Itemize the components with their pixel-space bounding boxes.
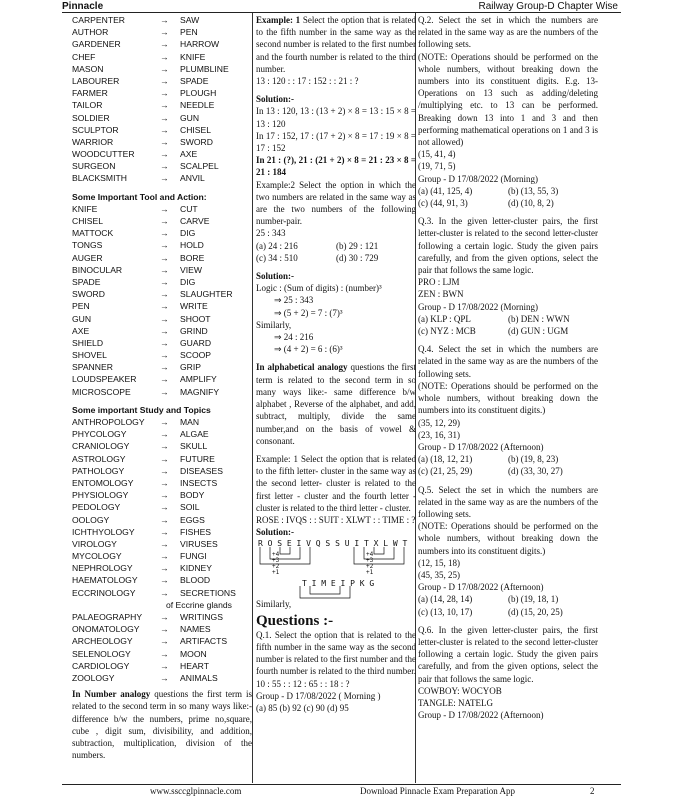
website-url[interactable]: www.ssccglpinnacle.com xyxy=(150,786,242,796)
tool-action-row xyxy=(72,264,252,276)
solution-2-line-4: ⇒ (4 + 2) = 6 : (6)³ xyxy=(274,344,343,355)
study-topic-term: ANTHROPOLOGY xyxy=(72,417,145,427)
tool-action-relation: CARVE xyxy=(180,216,210,226)
question-3-options-row-1: (a) KLP : QPL (b) DEN : WWN xyxy=(418,313,570,324)
arrow-icon: → xyxy=(160,337,169,348)
worker-tool-term: GARDENER xyxy=(72,39,121,50)
tool-action-term: GUN xyxy=(72,313,92,324)
study-topic-relation: FISHES xyxy=(180,526,212,537)
worker-tool-row xyxy=(72,160,252,172)
worker-tool-term: CARPENTER xyxy=(72,15,126,25)
study-topic-relation: DISEASES xyxy=(180,465,223,476)
worker-tool-row xyxy=(72,75,252,87)
study-topic-row xyxy=(72,501,252,513)
diagram-ops-1: +4 +3 +2 +1 xyxy=(272,551,280,577)
solution-2-logic: Logic : (Sum of digits) : (number)³ xyxy=(256,283,382,294)
question-4-options-row-1: (a) (18, 12, 21) (b) (19, 8, 23) xyxy=(418,454,559,465)
question-2-options-row-1: (a) (41, 125, 4) (b) (13, 55, 3) xyxy=(418,185,559,196)
tool-action-term: SPANNER xyxy=(72,362,113,373)
tool-action-relation: HOLD xyxy=(180,240,204,251)
study-topic-relation: KIDNEY xyxy=(180,563,212,574)
arrow-icon: → xyxy=(160,477,169,488)
arrow-icon: → xyxy=(160,27,169,38)
study-topic-relation: HEART xyxy=(180,660,209,671)
tool-action-row xyxy=(72,227,252,239)
worker-tool-term: AUTHOR xyxy=(72,27,109,38)
question-3-group: Group - D 17/08/2022 (Morning) xyxy=(418,301,538,312)
question-5-set-2: (45, 35, 25) xyxy=(418,569,460,580)
study-topic-row xyxy=(72,428,252,440)
arrow-icon: → xyxy=(160,612,169,622)
study-topic-row xyxy=(72,635,252,647)
diagram-brackets-1 xyxy=(256,546,416,576)
worker-tool-row xyxy=(72,87,252,99)
arrow-icon: → xyxy=(160,264,169,275)
tool-action-row xyxy=(72,337,252,349)
study-topic-relation: FUTURE xyxy=(180,453,215,464)
question-4-note: (NOTE: Operations should be performed on the whole numbers, without breaking down the numbers into its constituent digits.) xyxy=(418,380,598,416)
example-1-expression: 13 : 120 : : 17 : 152 : : 21 : ? xyxy=(256,76,359,87)
tool-action-row xyxy=(72,288,252,300)
arrow-icon: → xyxy=(160,276,169,287)
tool-action-row xyxy=(72,252,252,264)
arrow-icon: → xyxy=(160,417,169,427)
worker-tool-relation: AXE xyxy=(180,149,198,160)
arrow-icon: → xyxy=(160,100,169,111)
arrow-icon: → xyxy=(160,136,169,147)
worker-tool-relation: NEEDLE xyxy=(180,100,215,111)
tool-action-row xyxy=(72,349,252,361)
study-topic-row xyxy=(72,514,252,526)
question-2-set-2: (19, 71, 5) xyxy=(418,161,456,172)
tool-action-relation: GUARD xyxy=(180,337,212,348)
tool-action-relation: MAGNIFY xyxy=(180,386,220,397)
tool-action-row xyxy=(72,313,252,325)
study-topic-row xyxy=(72,465,252,477)
arrow-icon: → xyxy=(160,575,169,586)
letter-shift-diagram xyxy=(256,538,416,598)
column-divider-1 xyxy=(252,13,253,783)
example-3-text: Example: 1 Select the option that is related to the fifth letter- cluster in the same way as the second letter- cluster is related to the first letter - cluster and the fourth letter - cluster is related to the third letter - cluster. xyxy=(256,453,416,513)
worker-tool-row xyxy=(72,38,252,50)
worker-tool-row xyxy=(72,99,252,111)
study-topic-row xyxy=(72,453,252,465)
tool-action-relation: BORE xyxy=(180,252,205,263)
column-questions xyxy=(418,14,598,721)
arrow-icon: → xyxy=(160,88,169,99)
worker-tool-relation: ANVIL xyxy=(180,173,205,184)
study-topic-row xyxy=(72,574,252,586)
tool-action-term: PEN xyxy=(72,301,90,312)
question-4-group: Group - D 17/08/2022 (Afternoon) xyxy=(418,441,544,452)
arrow-icon: → xyxy=(160,228,169,239)
study-topic-row xyxy=(72,526,252,538)
study-topic-row xyxy=(72,550,252,562)
worker-tool-row xyxy=(72,124,252,136)
arrow-icon: → xyxy=(160,289,169,300)
study-topic-row xyxy=(72,587,252,599)
study-topic-term: PALAEOGRAPHY xyxy=(72,612,143,622)
study-topic-row xyxy=(72,672,252,684)
worker-tool-relation: HARROW xyxy=(180,39,220,50)
tool-action-term: SPADE xyxy=(72,276,101,287)
study-topic-row xyxy=(72,611,252,623)
solution-1-label: Solution:- xyxy=(256,94,295,105)
example-1-text: Example: 1 Select the option that is related to the fifth number in the same way as the second number is related to the first number and the fourth number is related to the third number. xyxy=(256,15,417,74)
tool-action-term: SHOVEL xyxy=(72,350,107,361)
tool-action-relation: WRITE xyxy=(180,301,208,312)
study-topic-term: ENTOMOLOGY xyxy=(72,477,134,488)
arrow-icon: → xyxy=(160,149,169,160)
study-topic-relation: ANIMALS xyxy=(180,672,218,683)
study-topic-term: ZOOLOGY xyxy=(72,672,115,683)
arrow-icon: → xyxy=(160,465,169,476)
solution-1-line-3: In 21 : (?), 21 : (21 + 2) × 8 = 21 : 23 × 8 = 21 : 184 xyxy=(256,155,416,178)
example-2-text: Example:2 Select the option in which the two numbers are related in the same way as are the two numbers of the following number-pair. xyxy=(256,179,416,227)
study-topic-relation: NAMES xyxy=(180,624,211,635)
tool-action-term: AXE xyxy=(72,325,90,336)
study-topic-term: PHYSIOLOGY xyxy=(72,490,129,501)
solution-2-line-1: ⇒ 25 : 343 xyxy=(274,295,314,306)
question-2-note: (NOTE: Operations should be performed on the whole numbers, without breaking down the numbers into its constituent digits. E.g. 13-Operations on 13 such as adding/deleting /multiplying etc. to 13 can be performed. Breaking down 13 into 1 and 3 and then performing mathematical operations on 1 and 3 is not allowed) xyxy=(418,51,598,148)
question-4-set-2: (23, 16, 31) xyxy=(418,429,460,440)
tool-action-term: TONGS xyxy=(72,240,103,251)
study-topic-term: CARDIOLOGY xyxy=(72,660,130,671)
worker-tool-relation: PEN xyxy=(180,27,198,38)
worker-tool-relation: GUN xyxy=(180,112,200,123)
arrow-icon: → xyxy=(160,161,169,172)
tool-action-row xyxy=(72,203,252,215)
arrow-icon: → xyxy=(160,75,169,86)
arrow-icon: → xyxy=(160,39,169,50)
tool-action-term: KNIFE xyxy=(72,203,98,214)
publisher-name: Pinnacle xyxy=(62,1,104,12)
question-3-options-row-2: (c) NYZ : MCB (d) GUN : UGM xyxy=(418,326,569,337)
worker-tool-relation: SAW xyxy=(180,15,200,25)
question-3-text: Q.3. In the given letter-cluster pairs, the first letter-cluster is related to the second letter-cluster following a certain logic. Study the given pairs carefully, and from the given options, select the pair that follows the same logic. xyxy=(418,216,598,276)
question-5-text: Q.5. Select the set in which the numbers are related in the same way as are the numbers of the following sets. xyxy=(418,484,598,519)
study-topic-term: ECCRINOLOGY xyxy=(72,587,136,598)
worker-tool-row xyxy=(72,172,252,184)
book-title: Railway Group-D Chapter Wise xyxy=(478,1,618,12)
tool-action-term: LOUDSPEAKER xyxy=(72,374,137,385)
question-4-options-row-2: (c) (21, 25, 29) (d) (33, 30, 27) xyxy=(418,466,563,477)
study-topic-term: OOLOGY xyxy=(72,514,110,525)
worker-tool-term: TAILOR xyxy=(72,100,103,111)
study-topic-term: PEDOLOGY xyxy=(72,502,121,513)
arrow-icon: → xyxy=(160,490,169,501)
question-3-pair-1: PRO : LJM xyxy=(418,277,460,288)
tool-action-relation: SHOOT xyxy=(180,313,211,324)
worker-tool-row xyxy=(72,136,252,148)
question-1-options: (a) 85 (b) 92 (c) 90 (d) 95 xyxy=(256,702,349,713)
study-topic-relation: BODY xyxy=(180,490,205,501)
tool-action-row xyxy=(72,300,252,312)
arrow-icon: → xyxy=(160,203,169,214)
example-2-options-row-2: (c) 34 : 510 (d) 30 : 729 xyxy=(256,252,379,263)
study-topic-term: VIROLOGY xyxy=(72,538,117,549)
tool-action-term: MICROSCOPE xyxy=(72,386,131,397)
diagram-row-1: R O S E I V Q S S U I T X L W T xyxy=(258,539,408,549)
arrow-icon: → xyxy=(160,386,169,397)
diagram-ops-2: +4 +3 +2 +1 xyxy=(366,551,374,577)
study-topic-term: SELENOLOGY xyxy=(72,648,131,659)
worker-tool-term: SOLDIER xyxy=(72,112,110,123)
solution-3-label: Solution:- xyxy=(256,527,295,538)
tool-action-relation: DIG xyxy=(180,228,196,239)
study-topic-row xyxy=(72,623,252,635)
arrow-icon: → xyxy=(160,173,169,184)
worker-tool-row xyxy=(72,51,252,63)
worker-tool-term: FARMER xyxy=(72,88,108,99)
column-vocabulary xyxy=(72,14,252,761)
tool-action-relation: SCOOP xyxy=(180,350,212,361)
tool-action-row xyxy=(72,215,252,227)
question-5-group: Group - D 17/08/2022 (Afternoon) xyxy=(418,582,544,593)
worker-tool-relation: PLUMBLINE xyxy=(180,63,229,74)
example-2-pair: 25 : 343 xyxy=(256,228,286,239)
worker-tool-row xyxy=(72,26,252,38)
tool-action-row xyxy=(72,276,252,288)
arrow-icon: → xyxy=(160,301,169,312)
question-5-options-row-2: (c) (13, 10, 17) (d) (15, 20, 25) xyxy=(418,606,563,617)
tool-action-term: AUGER xyxy=(72,252,103,263)
arrow-icon: → xyxy=(160,216,169,226)
worker-tool-relation: SCALPEL xyxy=(180,161,219,172)
study-topic-row xyxy=(72,477,252,489)
tool-action-relation: CUT xyxy=(180,203,198,214)
study-topic-term: ASTROLOGY xyxy=(72,453,126,464)
diagram-row-2: T I M E I P K G xyxy=(302,579,375,589)
arrow-icon: → xyxy=(160,538,169,549)
similarly-label: Similarly, xyxy=(256,599,292,610)
arrow-icon: → xyxy=(160,15,169,25)
arrow-icon: → xyxy=(160,374,169,385)
study-topic-row xyxy=(72,440,252,452)
arrow-icon: → xyxy=(160,313,169,324)
study-topic-relation: BLOOD xyxy=(180,575,211,586)
study-topic-term: ARCHEOLOGY xyxy=(72,636,133,647)
arrow-icon: → xyxy=(160,325,169,336)
worker-tool-term: MASON xyxy=(72,63,104,74)
worker-tool-relation: SPADE xyxy=(180,75,209,86)
worker-tool-relation: PLOUGH xyxy=(180,88,217,99)
study-topic-row xyxy=(72,489,252,501)
study-topic-row xyxy=(72,562,252,574)
worker-tool-relation: CHISEL xyxy=(180,124,212,135)
question-4-text: Q.4. Select the set in which the numbers are related in the same way as are the numbers of the following sets. xyxy=(418,344,598,379)
tool-action-relation: DIG xyxy=(180,276,196,287)
study-topic-relation: ARTIFACTS xyxy=(180,636,228,647)
tool-action-relation: GRIP xyxy=(180,362,202,373)
study-topic-term: CRANIOLOGY xyxy=(72,441,130,452)
tool-action-term: MATTOCK xyxy=(72,228,114,239)
question-5-note: (NOTE: Operations should be performed on the whole numbers, without breaking down the numbers into its constituent digits.) xyxy=(418,521,598,556)
study-topic-relation: VIRUSES xyxy=(180,538,218,549)
solution-2-label: Solution:- xyxy=(256,271,295,282)
column-examples xyxy=(256,14,416,714)
arrow-icon: → xyxy=(160,624,169,635)
tool-action-relation: VIEW xyxy=(180,264,202,275)
study-topic-relation: MOON xyxy=(180,648,207,659)
app-promo: Download Pinnacle Exam Preparation App xyxy=(360,786,515,796)
study-topic-row xyxy=(72,648,252,660)
tool-action-row xyxy=(72,373,252,385)
arrow-icon: → xyxy=(160,672,169,683)
worker-tool-term: SURGEON xyxy=(72,161,116,172)
study-topic-relation: SECRETIONS xyxy=(180,587,236,598)
question-6-pair-2: TANGLE: NATELG xyxy=(418,697,494,708)
worker-tool-row xyxy=(72,14,252,26)
question-2-text: Q.2. Select the set in which the numbers are related in the same way as are the numbers of the following sets. xyxy=(418,15,598,50)
worker-tool-term: LABOURER xyxy=(72,75,120,86)
question-6-pair-1: COWBOY: WOCYOB xyxy=(418,685,502,696)
study-topic-relation: MAN xyxy=(180,417,200,427)
tool-action-list xyxy=(72,203,252,398)
study-topic-relation: EGGS xyxy=(180,514,205,525)
tool-action-relation: AMPLIFY xyxy=(180,374,217,385)
arrow-icon: → xyxy=(160,362,169,373)
study-section-title: Some important Study and Topics xyxy=(72,404,211,415)
arrow-icon: → xyxy=(160,514,169,525)
tool-action-row xyxy=(72,239,252,251)
arrow-icon: → xyxy=(160,124,169,135)
question-1-expression: 10 : 55 : : 12 : 65 : : 18 : ? xyxy=(256,678,350,689)
study-topic-relation: ALGAE xyxy=(180,429,209,440)
arrow-icon: → xyxy=(160,252,169,263)
worker-tool-relation: KNIFE xyxy=(180,51,206,62)
arrow-icon: → xyxy=(160,453,169,464)
worker-tool-row xyxy=(72,148,252,160)
study-topic-term: PHYCOLOGY xyxy=(72,429,127,440)
arrow-icon: → xyxy=(160,648,169,659)
tool-action-row xyxy=(72,325,252,337)
study-topic-row xyxy=(72,660,252,672)
worker-tool-term: BLACKSMITH xyxy=(72,173,127,184)
question-2-options-row-2: (c) (44, 91, 3) (d) (10, 8, 2) xyxy=(418,198,554,209)
arrow-icon: → xyxy=(160,587,169,598)
tools-section-title: Some Important Tool and Action: xyxy=(72,191,207,202)
arrow-icon: → xyxy=(160,502,169,513)
arrow-icon: → xyxy=(160,660,169,671)
header-rule xyxy=(62,12,621,13)
study-topic-relation: INSECTS xyxy=(180,477,218,488)
arrow-icon: → xyxy=(160,429,169,440)
arrow-icon: → xyxy=(160,51,169,62)
question-1-group: Group - D 17/08/2022 ( Morning ) xyxy=(256,690,381,701)
page-number: 2 xyxy=(590,786,595,796)
study-topic-term: ICHTHYOLOGY xyxy=(72,526,135,537)
worker-tool-term: WOODCUTTER xyxy=(72,149,135,160)
study-topic-term: ONOMATOLOGY xyxy=(72,624,140,635)
question-1-text: Q.1. Select the option that is related to the fifth number in the same way as the second number is related to the first number and the fourth number is related to the third number. xyxy=(256,629,416,677)
footer-rule xyxy=(62,784,621,785)
arrow-icon: → xyxy=(160,63,169,74)
solution-1-line-2: In 17 : 152, 17 : (17 + 2) × 8 = 17 : 19 × 8 = 17 : 152 xyxy=(256,130,416,154)
question-6-group: Group - D 17/08/2022 (Afternoon) xyxy=(418,710,544,721)
worker-tool-term: CHEF xyxy=(72,51,96,62)
question-2-group: Group - D 17/08/2022 (Morning) xyxy=(418,173,538,184)
worker-tool-row xyxy=(72,112,252,124)
tool-action-term: SHIELD xyxy=(72,337,104,348)
study-topic-term: HAEMATOLOGY xyxy=(72,575,138,586)
arrow-icon: → xyxy=(160,350,169,361)
question-3-pair-2: ZEN : BWN xyxy=(418,289,464,300)
arrow-icon: → xyxy=(160,441,169,452)
arrow-icon: → xyxy=(160,112,169,123)
alphabet-analogy-note: In alphabetical analogy questions the first term is related to the second term in so many ways like:- same difference b/w alphabet , Reverse of the alphabet, and add, subtract, multiply, divide the same number,and on the basis of vowel & consonant. xyxy=(256,362,416,446)
arrow-icon: → xyxy=(160,563,169,574)
question-4-set-1: (35, 12, 29) xyxy=(418,417,460,428)
tool-action-relation: SLAUGHTER xyxy=(180,289,233,300)
arrow-icon: → xyxy=(160,240,169,251)
worker-tool-term: WARRIOR xyxy=(72,136,114,147)
arrow-icon: → xyxy=(160,636,169,647)
solution-2-similarly: Similarly, xyxy=(256,319,292,330)
eccrine-continuation: of Eccrine glands xyxy=(166,599,232,610)
study-topic-term: PATHOLOGY xyxy=(72,465,125,476)
solution-2-line-3: ⇒ 24 : 216 xyxy=(274,332,314,343)
study-topic-row xyxy=(72,416,252,428)
tool-action-relation: GRIND xyxy=(180,325,208,336)
arrow-icon: → xyxy=(160,526,169,537)
study-topic-relation: FUNGI xyxy=(180,551,207,562)
study-topic-term: NEPHROLOGY xyxy=(72,563,133,574)
study-topic-row xyxy=(72,538,252,550)
study-topic-term: MYCOLOGY xyxy=(72,551,122,562)
solution-2-line-2: ⇒ (5 + 2) = 7 : (7)³ xyxy=(274,307,343,318)
tool-action-term: SWORD xyxy=(72,289,105,300)
number-analogy-note: In Number analogy questions the first term is related to the second term in so many ways like:- difference b/w the numbers, prime no,square, cube , digit sum, divisibility, and addition, subtraction, multiplication, division of the numbers. xyxy=(72,689,252,761)
solution-1-line-1: In 13 : 120, 13 : (13 + 2) × 8 = 13 : 15 × 8 = 13 : 120 xyxy=(256,106,416,129)
example-2-options-row-1: (a) 24 : 216 (b) 29 : 121 xyxy=(256,240,379,251)
worker-tool-row xyxy=(72,63,252,75)
study-topic-relation: SOIL xyxy=(180,502,200,513)
tool-action-row xyxy=(72,386,252,398)
worker-tool-relation: SWORD xyxy=(180,136,213,147)
example-3-question: ROSE : IVQS : : SUIT : XLWT : : TIME : ? xyxy=(256,514,416,525)
study-topic-list-2 xyxy=(72,611,252,684)
worker-tool-list xyxy=(72,14,252,185)
study-topic-relation: SKULL xyxy=(180,441,208,452)
worker-tool-term: SCULPTOR xyxy=(72,124,119,135)
tool-action-term: CHISEL xyxy=(72,216,104,226)
arrow-icon: → xyxy=(160,551,169,562)
study-topic-list xyxy=(72,416,252,599)
questions-heading: Questions :- xyxy=(256,612,334,629)
tool-action-row xyxy=(72,361,252,373)
question-2-set-1: (15, 41, 4) xyxy=(418,149,456,160)
study-topic-relation: WRITINGS xyxy=(180,612,223,622)
question-5-options-row-1: (a) (14, 28, 14) (b) (19, 18, 1) xyxy=(418,594,559,605)
question-6-text: Q.6. In the given letter-cluster pairs, the first letter-cluster is related to the second letter-cluster following a certain logic. Study the given pairs carefully, and from the given options, select the pair that follows the same logic. xyxy=(418,624,598,684)
tool-action-term: BINOCULAR xyxy=(72,264,123,275)
question-5-set-1: (12, 15, 18) xyxy=(418,557,460,568)
diagram-brackets-2 xyxy=(296,586,356,600)
